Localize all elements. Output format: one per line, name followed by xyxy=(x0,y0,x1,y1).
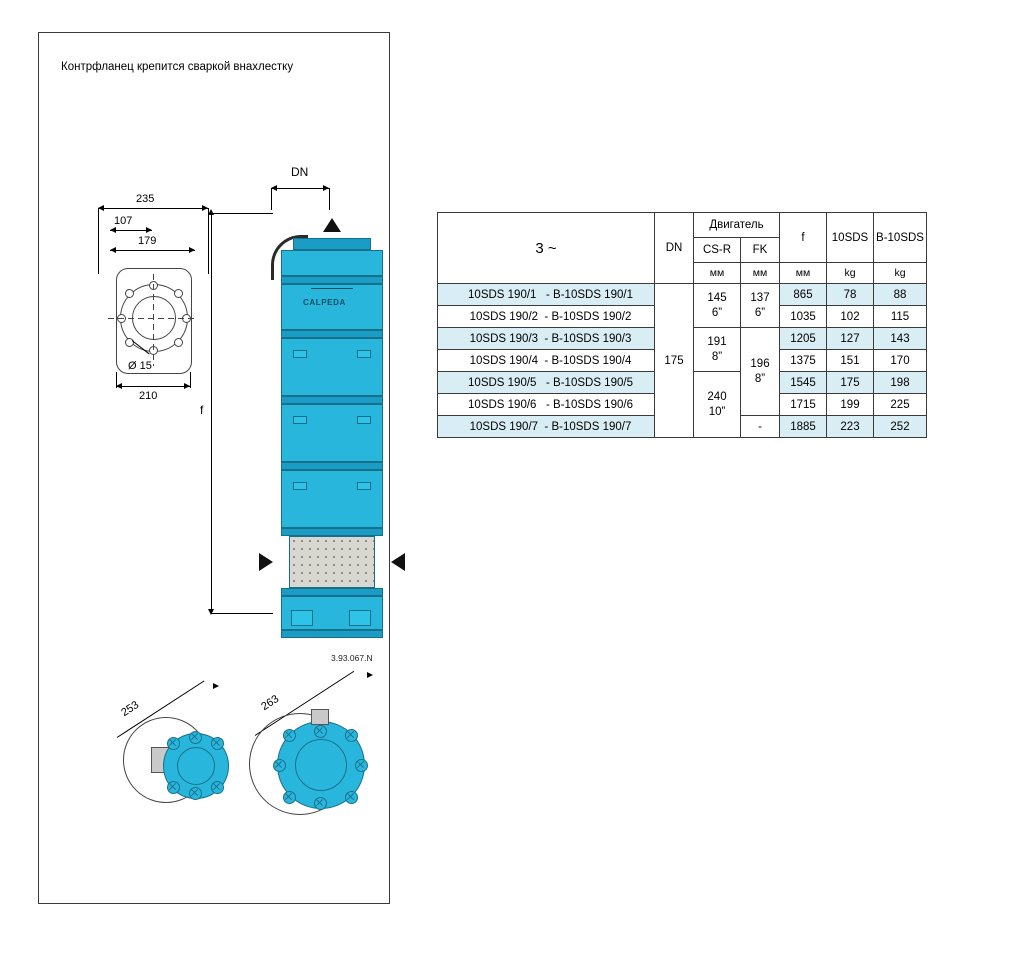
dim-179-line xyxy=(110,250,195,251)
f-label: f xyxy=(200,403,204,417)
cell-model: 10SDS 190/2 - B-10SDS 190/2 xyxy=(438,306,655,328)
csr-value-3: 240 xyxy=(707,391,727,404)
flow-arrow-in-right xyxy=(391,553,405,571)
pump-port xyxy=(293,350,307,358)
bolt-icon xyxy=(211,737,224,750)
bolt-hole xyxy=(174,338,183,347)
bolt-hole xyxy=(174,289,183,298)
dn-ext-left xyxy=(271,188,272,210)
unit-weight-1: kg xyxy=(827,263,874,284)
f-ext-bottom xyxy=(211,613,273,614)
bolt-icon xyxy=(355,759,368,772)
inner-circle xyxy=(295,739,347,791)
header-motor-fk: FK xyxy=(741,238,780,263)
header-weight-2: B-10SDS xyxy=(874,213,927,263)
fk-value-2: 196 xyxy=(750,358,770,371)
fk-value-1: 137 xyxy=(750,292,770,305)
f-dim-line xyxy=(211,213,212,613)
dim-210-line xyxy=(116,386,190,387)
pump-port xyxy=(293,482,307,490)
unit-motor-fk: мм xyxy=(741,263,780,284)
bolt-icon xyxy=(273,759,286,772)
table-header-row-1 xyxy=(438,213,927,238)
bolt-icon xyxy=(189,731,202,744)
header-model: 3 ~ xyxy=(438,213,655,284)
f-arrow-down xyxy=(208,609,214,615)
dim-179-arrow-left xyxy=(110,247,116,253)
pump-joint xyxy=(281,330,383,338)
cell-weight-2: 88 xyxy=(874,284,927,306)
header-dn: DN xyxy=(655,213,694,284)
csr-value-2: 191 xyxy=(707,336,727,349)
bolt-icon xyxy=(167,781,180,794)
dim-235-ext-right xyxy=(208,208,209,274)
cell-model: 10SDS 190/7 - B-10SDS 190/7 xyxy=(438,416,655,438)
unit-weight-2: kg xyxy=(874,263,927,284)
bolt-icon xyxy=(189,787,202,800)
cell-csr-group-3 xyxy=(694,372,741,438)
pump-stage xyxy=(281,284,383,330)
bolt-icon xyxy=(283,791,296,804)
cell-dn: 175 xyxy=(655,284,694,438)
pump-port xyxy=(357,350,371,358)
pump-stage xyxy=(281,338,383,396)
cell-f: 1205 xyxy=(780,328,827,350)
bottom-view-right xyxy=(239,673,399,818)
cell-weight-1: 78 xyxy=(827,284,874,306)
cell-weight-2: 115 xyxy=(874,306,927,328)
suction-strainer xyxy=(289,536,375,588)
cell-weight-2: 170 xyxy=(874,350,927,372)
unit-f: мм xyxy=(780,263,827,284)
dim-235-text: 235 xyxy=(136,193,155,205)
cell-weight-1: 151 xyxy=(827,350,874,372)
flow-arrow-in-left xyxy=(259,553,273,571)
pump-joint xyxy=(281,528,383,536)
cell-weight-2: 198 xyxy=(874,372,927,394)
dim-179-arrow-right xyxy=(189,247,195,253)
cell-fk-group-3: - xyxy=(741,416,780,438)
header-f: f xyxy=(780,213,827,263)
dn-dim-line xyxy=(271,188,329,189)
dim-235-line xyxy=(98,208,208,209)
bolt-icon xyxy=(314,725,327,738)
pump-port xyxy=(357,416,371,424)
header-weight-1: 10SDS xyxy=(827,213,874,263)
pump-joint xyxy=(281,462,383,470)
cell-model: 10SDS 190/3 - B-10SDS 190/3 xyxy=(438,328,655,350)
f-ext-top xyxy=(211,213,273,214)
fk-unit-1: 6” xyxy=(754,306,766,319)
cell-weight-1: 175 xyxy=(827,372,874,394)
motor-foot xyxy=(291,610,313,626)
dim-263-text: 263 xyxy=(259,692,282,714)
brand-label: CALPEDA xyxy=(303,298,346,307)
dim-253-arrow xyxy=(213,683,219,689)
bolt-hole xyxy=(125,289,134,298)
cell-weight-1: 223 xyxy=(827,416,874,438)
bottom-view-left xyxy=(117,681,257,811)
pump-stage xyxy=(281,470,383,528)
discharge-head xyxy=(293,238,371,250)
bolt-icon xyxy=(345,729,358,742)
bolt-icon xyxy=(314,797,327,810)
dim-179-text: 179 xyxy=(138,235,157,247)
dn-ext-right xyxy=(329,188,330,210)
csr-value-1: 145 xyxy=(707,292,727,305)
dim-210-ext-right xyxy=(190,372,191,388)
csr-unit-3: 10” xyxy=(708,405,726,418)
cell-f: 1885 xyxy=(780,416,827,438)
fk-unit-2: 8” xyxy=(754,372,766,385)
pump-joint xyxy=(281,276,383,284)
cell-weight-1: 199 xyxy=(827,394,874,416)
motor-foot xyxy=(349,610,371,626)
pump-joint xyxy=(281,588,383,596)
dim-253-text: 253 xyxy=(119,698,142,720)
dim-210-text: 210 xyxy=(139,390,158,402)
cell-f: 1375 xyxy=(780,350,827,372)
bolt-icon xyxy=(167,737,180,750)
cell-f: 865 xyxy=(780,284,827,306)
drawing-code: 3.93.067.N xyxy=(331,653,373,663)
motor-base xyxy=(281,630,383,638)
cell-model: 10SDS 190/1 - B-10SDS 190/1 xyxy=(438,284,655,306)
cell-model: 10SDS 190/5 - B-10SDS 190/5 xyxy=(438,372,655,394)
cell-weight-2: 225 xyxy=(874,394,927,416)
table-row[interactable] xyxy=(438,284,927,306)
bolt-icon xyxy=(345,791,358,804)
dim-107-arrow-left xyxy=(110,227,116,233)
cell-weight-1: 127 xyxy=(827,328,874,350)
flow-arrow-out xyxy=(323,218,341,232)
pump-assembly xyxy=(277,238,387,643)
drawing-panel xyxy=(38,32,390,904)
cell-fk-group-2 xyxy=(741,328,780,416)
f-arrow-up xyxy=(208,209,214,215)
specifications-table xyxy=(437,212,927,438)
flange-front-view xyxy=(94,188,234,408)
header-motor: Двигатель xyxy=(694,213,780,238)
dn-label: DN xyxy=(291,165,309,179)
pump-joint xyxy=(281,396,383,404)
cell-weight-2: 252 xyxy=(874,416,927,438)
top-stub xyxy=(311,709,329,725)
cell-csr-group-1 xyxy=(694,284,741,328)
cell-fk-group-1 xyxy=(741,284,780,328)
centerline-vertical xyxy=(153,274,154,366)
cell-model: 10SDS 190/4 - B-10SDS 190/4 xyxy=(438,350,655,372)
cell-f: 1545 xyxy=(780,372,827,394)
dim-263-arrow xyxy=(367,672,373,678)
csr-unit-1: 6” xyxy=(711,306,723,319)
cell-weight-1: 102 xyxy=(827,306,874,328)
pump-stage xyxy=(281,404,383,462)
inner-circle xyxy=(177,747,215,785)
pump-port xyxy=(293,416,307,424)
dim-235-ext-left xyxy=(98,208,99,274)
dim-107-arrow-right xyxy=(146,227,152,233)
bolt-hole xyxy=(125,338,134,347)
cell-f: 1035 xyxy=(780,306,827,328)
csr-unit-2: 8” xyxy=(711,350,723,363)
flow-indicator xyxy=(311,288,353,289)
note-text: Контрфланец крепится сваркой внахлестку xyxy=(61,61,294,73)
bolt-icon xyxy=(211,781,224,794)
dim-107-text: 107 xyxy=(114,215,133,227)
dim-210-ext-left xyxy=(116,372,117,388)
pump-top-section xyxy=(281,250,383,276)
unit-motor-csr: мм xyxy=(694,263,741,284)
cell-model: 10SDS 190/6 - B-10SDS 190/6 xyxy=(438,394,655,416)
cell-csr-group-2 xyxy=(694,328,741,372)
bolt-icon xyxy=(283,729,296,742)
hole-dia-text: Ø 15 xyxy=(128,360,152,372)
header-motor-csr: CS-R xyxy=(694,238,741,263)
cell-weight-2: 143 xyxy=(874,328,927,350)
pump-port xyxy=(357,482,371,490)
cell-f: 1715 xyxy=(780,394,827,416)
